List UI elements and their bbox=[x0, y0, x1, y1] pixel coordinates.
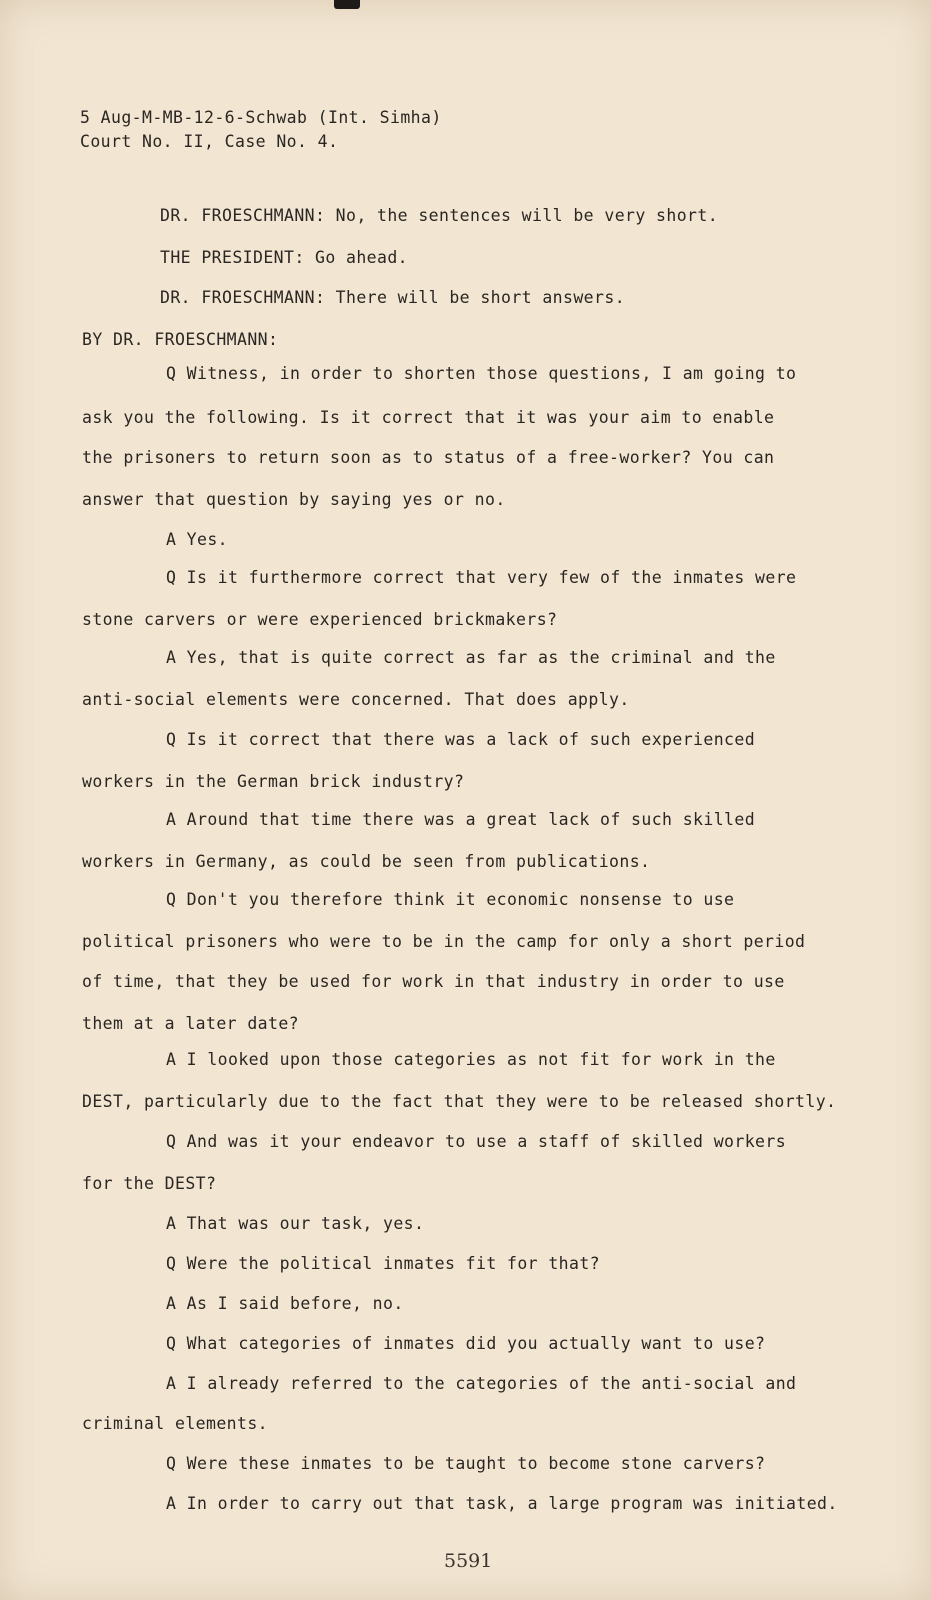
transcript-line: Q And was it your endeavor to use a staff of skilled workers bbox=[166, 1132, 787, 1151]
transcript-line: Q Were the political inmates fit for that? bbox=[166, 1254, 601, 1273]
transcript-line: workers in the German brick industry? bbox=[82, 772, 465, 791]
transcript-line: Q Were these inmates to be taught to become stone carvers? bbox=[166, 1454, 766, 1473]
transcript-line: DR. FROESCHMANN: No, the sentences will be very short. bbox=[160, 206, 719, 225]
transcript-line: political prisoners who were to be in the camp for only a short period bbox=[82, 932, 806, 951]
transcript-line: A Around that time there was a great lack of such skilled bbox=[166, 810, 756, 829]
transcript-line: BY DR. FROESCHMANN: bbox=[82, 330, 279, 349]
header-court: Court No. II, Case No. 4. bbox=[80, 132, 339, 151]
transcript-line: anti-social elements were concerned. That does apply. bbox=[82, 690, 630, 709]
transcript-line: Q Don't you therefore think it economic nonsense to use bbox=[166, 890, 735, 909]
binder-clip bbox=[334, 0, 360, 9]
transcript-line: Q Witness, in order to shorten those questions, I am going to bbox=[166, 364, 797, 383]
transcript-line: DR. FROESCHMANN: There will be short answers. bbox=[160, 288, 626, 307]
transcript-line: for the DEST? bbox=[82, 1174, 217, 1193]
header-reference: 5 Aug-M-MB-12-6-Schwab (Int. Simha) bbox=[80, 108, 442, 127]
transcript-line: them at a later date? bbox=[82, 1014, 300, 1033]
transcript-line: answer that question by saying yes or no. bbox=[82, 490, 506, 509]
transcript-line: Q What categories of inmates did you actually want to use? bbox=[166, 1334, 766, 1353]
page-number: 5591 bbox=[444, 1550, 493, 1572]
transcript-line: criminal elements. bbox=[82, 1414, 269, 1433]
transcript-line: A That was our task, yes. bbox=[166, 1214, 425, 1233]
transcript-line: A Yes, that is quite correct as far as the criminal and the bbox=[166, 648, 776, 667]
transcript-line: workers in Germany, as could be seen from publications. bbox=[82, 852, 651, 871]
transcript-line: DEST, particularly due to the fact that they were to be released shortly. bbox=[82, 1092, 837, 1111]
transcript-line: the prisoners to return soon as to status of a free-worker? You can bbox=[82, 448, 775, 467]
transcript-line: ask you the following. Is it correct that it was your aim to enable bbox=[82, 408, 775, 427]
transcript-line: A I looked upon those categories as not fit for work in the bbox=[166, 1050, 776, 1069]
transcript-line: THE PRESIDENT: Go ahead. bbox=[160, 248, 409, 267]
transcript-line: Q Is it correct that there was a lack of such experienced bbox=[166, 730, 756, 749]
transcript-line: A I already referred to the categories of the anti-social and bbox=[166, 1374, 797, 1393]
transcript-line: A Yes. bbox=[166, 530, 229, 549]
transcript-line: stone carvers or were experienced brickmakers? bbox=[82, 610, 558, 629]
transcript-line: Q Is it furthermore correct that very few of the inmates were bbox=[166, 568, 797, 587]
transcript-line: A As I said before, no. bbox=[166, 1294, 404, 1313]
transcript-line: A In order to carry out that task, a large program was initiated. bbox=[166, 1494, 838, 1513]
transcript-line: of time, that they be used for work in that industry in order to use bbox=[82, 972, 785, 991]
